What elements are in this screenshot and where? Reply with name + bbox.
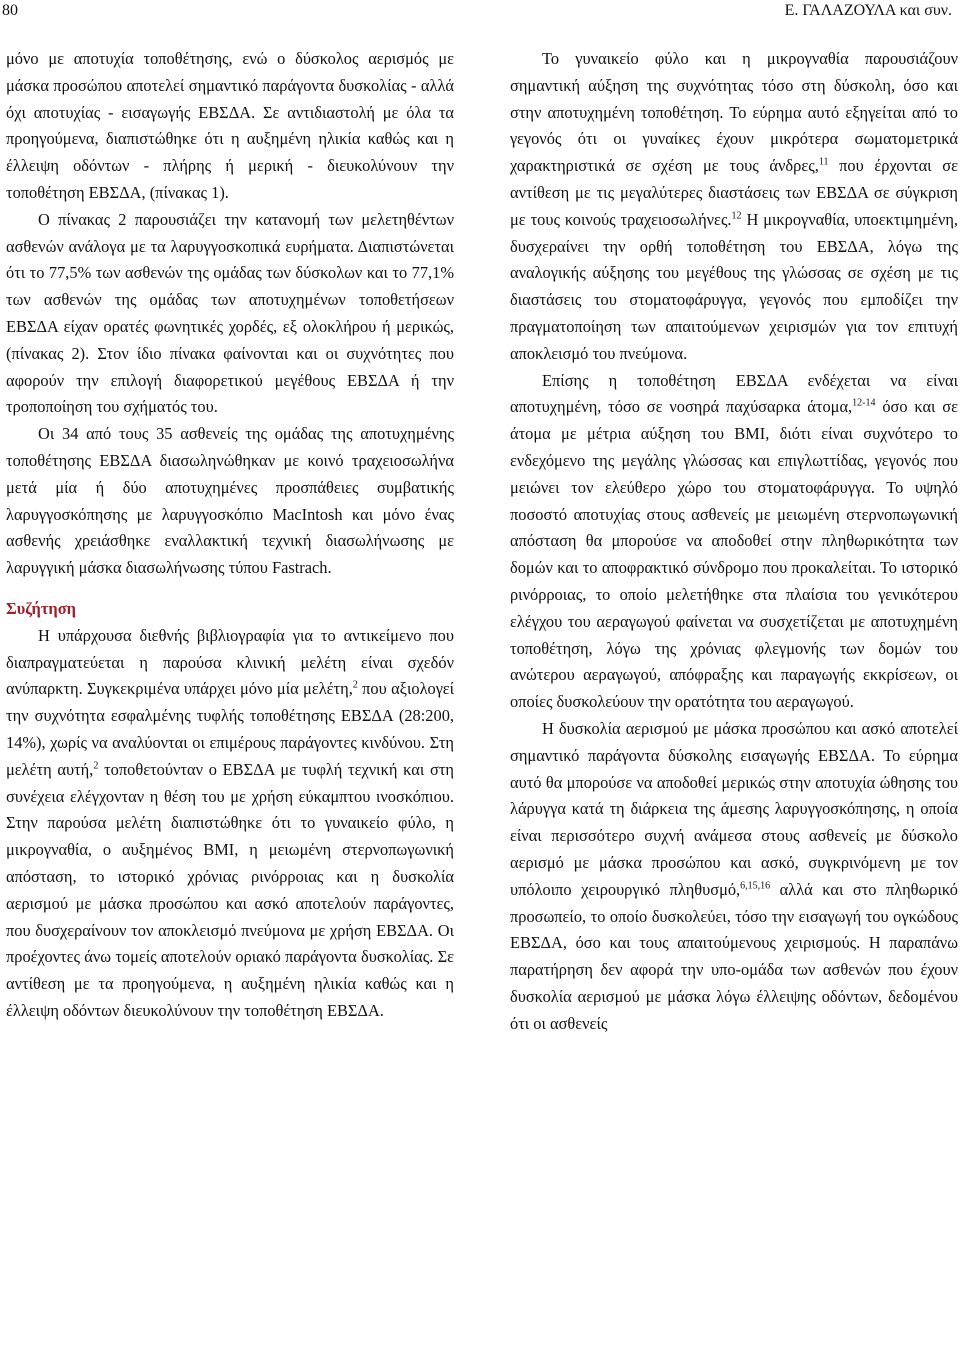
citation: 11 [818,156,829,168]
right-column [510,46,958,1037]
page-header [0,0,960,22]
citation: 2 [93,760,99,772]
paragraph-text: Το γυναικείο φύλο και η μικρογναθία παρουσιάζουν σημαντική αύξηση της συχνότητας τόσο στη δύσκολη, όσο και στην αποτυχημένη τοποθέτηση. Το εύρημα αυτό εξηγείται από το γεγονός ότι οι γυναίκες έχουν μικρότερα σωματομετρικά χαρακτηριστικά σε σχέση με τους άνδρες, [510,49,958,176]
section-heading: Συζήτηση [6,598,76,618]
citation: 12 [731,210,742,222]
citation: 6,15,16 [740,880,771,892]
paragraph-text: που αξιολογεί την συχνότητα εσφαλμένης τυφλής τοποθέτησης ΕΒΣΔΑ (28:200, 14%), χωρίς να αναλύονται οι επιμέρους παράγοντες κινδύνου. Στη μελέτη αυτή, [6,679,454,779]
paragraph-text: όσο και σε άτομα με μέτρια αύξηση του BMI, διότι είναι συχνότερο το ενδεχόμενο της μεγάλης γλώσσας και επιγλωττίδας, γεγονός που μειώνει τον ελεύθερο χώρο του στοματοφάρυγγα. Το υψηλό ποσοστό αποτυχίας στους ασθενείς με μειωμένη στερνοπωγωνική απόσταση θα μπορούσε να αποδοθεί στην πληθωρικότητα των δομών και το αποφρακτικό σύνδρομο που προκαλείται. Το ιστορικό ρινόρροιας, το οποίο μελετήθηκε στα πλαίσια του γενικότερου ελέγχου του αεραγωγού φαίνεται να συσχετίζεται με αποτυχημένη τοποθέτηση, λόγω της χρόνιας φλεγμονής των δομών του ανώτερου αεραγωγού, απόφραξης και παραγωγής εκκρίσεων, οι οποίες δυσκολεύουν την ορατότητα του αεραγωγού. [510,397,959,712]
paragraph: μόνο με αποτυχία τοποθέτησης, ενώ ο δύσκολος αερισμός με μάσκα προσώπου αποτελεί σημαντικό παράγοντα δυσκολίας - αλλά όχι αποτυχίας - εισαγωγής ΕΒΣΔΑ. Σε αντιδιαστολή με όλα τα προηγούμενα, διαπιστώθηκε ότι η αυξημένη ηλικία καθώς και η έλλειψη οδόντων - πλήρης ή μερική - διευκολύνουν την τοποθέτηση ΕΒΣΔΑ, (πίνακας 1). [6,49,454,202]
paragraph [510,716,958,1038]
paragraph-text: Επίσης η τοποθέτηση ΕΒΣΔΑ ενδέχεται να είναι αποτυχημένη, τόσο σε νοσηρά παχύσαρκα άτομα, [510,370,958,417]
paragraph-text: τοποθετούνταν ο ΕΒΣΔΑ με τυφλή τεχνική και στη συνέχεια ελέγχονταν η θέση του με χρήση εύκαμπτου ινοσκόπιου. Στην παρούσα μελέτη διαπιστώθηκε ότι το γυναικείο φύλο, η μικρογναθία, ο αυξημένος BMI, η μειωμένη στερνοπωγωνική απόσταση, το ιστορικό χρόνιας ρινόρροιας και η δυσκολία αερισμού με μάσκα προσώπου και ασκό αποτελούν παράγοντες, που δυσχεραίνουν τον αποκλεισμό πνεύμονα με χρήση ΕΒΣΔΑ. Οι προέχοντες άνω τομείς αποτελούν οριακό παράγοντα δυσκολίας. Σε αντίθεση με τα προηγούμενα, η αυξημένη ηλικία καθώς και η έλλειψη οδόντων διευκολύνουν την τοποθέτηση ΕΒΣΔΑ. [6,759,454,1020]
paragraph-text: αλλά και στο πληθωρικό προσωπείο, το οποίο δυσκολεύει, τόσο την εισαγωγή του ογκώδους ΕΒΣΔΑ, όσο και τους απαιτούμενους χειρισμούς. Η παραπάνω παρατήρηση δεν αφορά την υπο-ομάδα των ασθενών που έχουν δυσκολία αερισμού με μάσκα λόγω έλλειψης οδόντων, δεδομένου ότι οι ασθενείς [510,879,958,1033]
paragraph [510,46,958,368]
paragraph: Ο πίνακας 2 παρουσιάζει την κατανομή των μελετηθέντων ασθενών ανάλογα με τα λαρυγγοσκοπικά ευρήματα. Διαπιστώνεται ότι το 77,5% των ασθενών της ομάδας των δύσκολων και το 77,1% των ασθενών της ομάδας των αποτυχημένων τοποθετήσεων ΕΒΣΔΑ είχαν ορατές φωνητικές χορδές, εξ ολοκλήρου ή μερικώς, (πίνακας 2). Στον ίδιο πίνακα φαίνονται και οι συχνότητες που αφορούν την επιλογή διαφορετικού μεγέθους ΕΒΣΔΑ ή την τροποποίηση του σχήματός του. [6,209,454,417]
paragraph: Οι 34 από τους 35 ασθενείς της ομάδας της αποτυχημένης τοποθέτησης ΕΒΣΔΑ διασωληνώθηκαν με κοινό τραχειοσωλήνα μετά μία ή δύο αποτυχημένες προσπάθειες συμβατικής λαρυγγοσκόπησης με λαρυγγοσκόπιο MacIntosh και μόνο ένας ασθενής χρειάσθηκε εναλλακτική τεχνική διασωλήνωσης με λαρυγγική μάσκα διασωλήνωσης τύπου Fastrach. [6,424,454,578]
paragraph-text: Η δυσκολία αερισμού με μάσκα προσώπου και ασκό αποτελεί σημαντικό παράγοντα δύσκολης εισαγωγής ΕΒΣΔΑ. Το εύρημα αυτό θα μπορούσε να αποδοθεί μερικώς στην αποτυχία ώθησης του λάρυγγα κατά τη διάρκεια της άμεσης λαρυγγοσκόπησης, η οποία είναι περισσότερο συχνή ανάμεσα στους ασθενείς με δύσκολο αερισμό με μάσκα προσώπου και ασκό, συγκρινόμενη με τον υπόλοιπο χειρουργικό πληθυσμό, [510,718,958,899]
paragraph-text: Η υπάρχουσα διεθνής βιβλιογραφία για το αντικείμενο που διαπραγματεύεται η παρούσα κλινική μελέτη είναι σχεδόν ανύπαρκτη. Συγκεκριμένα υπάρχει μόνο μία μελέτη, [6,625,454,699]
left-column [6,46,454,1025]
paragraph [6,623,454,1025]
citation: 12-14 [852,397,876,409]
paragraph [510,368,958,716]
citation: 2 [352,679,358,691]
page-number: 80 [2,2,18,19]
paragraph-text: που έρχονται σε αντίθεση με τις μεγαλύτερες διαστάσεις των ΕΒΣΔΑ σε σύγκριση με τους κοινούς τραχειοσωλήνες. [510,156,958,229]
paragraph-text: Η μικρογναθία, υποεκτιμημένη, δυσχεραίνει την ορθή τοποθέτηση του ΕΒΣΔΑ, λόγω της αναλογικής αύξησης του μεγέθους της γλώσσας σε σχέση με τις διαστάσεις του στοματοφάρυγγα, γεγονός που εμποδίζει την πραγματοποίηση των απαιτούμενων χειρισμών για τον επιτυχή αποκλεισμό του πνεύμονα. [510,209,958,363]
running-author: Ε. ΓΑΛΑΖΟΥΛΑ και συν. [784,2,952,19]
